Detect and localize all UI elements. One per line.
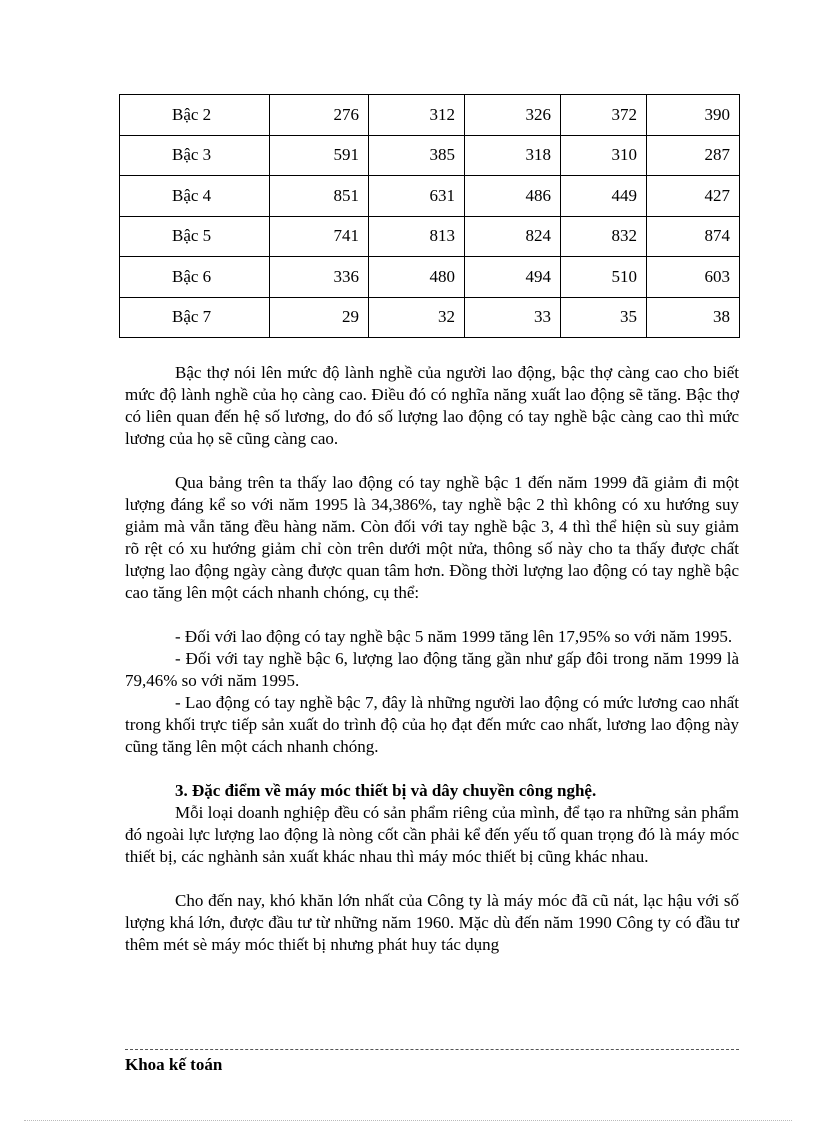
bullet-grade-5: - Đối với lao động có tay nghề bậc 5 năm 1999 tăng lên 17,95% so với năm 1995. — [175, 627, 733, 646]
table-row — [120, 176, 740, 217]
table-cell: 385 — [369, 135, 465, 176]
body-text — [125, 362, 739, 956]
section-heading: 3. Đặc điểm về máy móc thiết bị và dây chuyền công nghệ. — [175, 781, 597, 800]
page-edge-divider — [24, 1120, 792, 1121]
table-cell: 287 — [647, 135, 740, 176]
table-cell: 33 — [465, 297, 561, 338]
table-cell: 29 — [270, 297, 369, 338]
footer-divider — [125, 1049, 739, 1050]
table-row — [120, 297, 740, 338]
workforce-grade-table — [119, 94, 740, 338]
table-cell: 390 — [647, 95, 740, 136]
row-label: Bậc 6 — [120, 257, 270, 298]
table-cell: 276 — [270, 95, 369, 136]
table-cell: 851 — [270, 176, 369, 217]
table-row — [120, 216, 740, 257]
paragraph-table-analysis: Qua bảng trên ta thấy lao động có tay nghề bậc 1 đến năm 1999 đã giảm đi một lượng đáng kể so với năm 1995 là 34,386%, tay nghề bậc 2 thì không có xu hướng suy giảm mà vẫn tăng đều hàng năm. Còn đối với tay nghề bậc 3, 4 thì thể hiện sù suy giảm rõ rệt có xu hướng giảm chỉ còn trên dưới một nửa, thông số này cho ta thấy được chất lượng lao động ngày càng được quan tâm hơn. Đồng thời lượng lao động có tay nghề bậc cao tăng lên một cách nhanh chóng, cụ thể: — [125, 473, 739, 602]
table-cell: 741 — [270, 216, 369, 257]
table-cell: 449 — [561, 176, 647, 217]
table-cell: 480 — [369, 257, 465, 298]
table-row — [120, 95, 740, 136]
row-label: Bậc 3 — [120, 135, 270, 176]
row-label: Bậc 5 — [120, 216, 270, 257]
table-cell: 832 — [561, 216, 647, 257]
table-cell: 874 — [647, 216, 740, 257]
paragraph-difficulties: Cho đến nay, khó khăn lớn nhất của Công ty là máy móc đã cũ nát, lạc hậu với số lượng khá lớn, được đầu tư từ những năm 1960. Mặc dù đến năm 1990 Công ty có đầu tư thêm mét sè máy móc thiết bị nhưng phát huy tác dụng — [125, 891, 739, 954]
table-cell: 591 — [270, 135, 369, 176]
table-cell: 35 — [561, 297, 647, 338]
table-cell: 603 — [647, 257, 740, 298]
table-cell: 32 — [369, 297, 465, 338]
paragraph-machinery: Mỗi loại doanh nghiệp đều có sản phẩm riêng của mình, để tạo ra những sản phẩm đó ngoài lực lượng lao động là nòng cốt cần phải kể đến yếu tố quan trọng đó là máy móc thiết bị, các nghành sản xuất khác nhau thì máy móc thiết bị cũng khác nhau. — [125, 803, 739, 866]
table-cell: 38 — [647, 297, 740, 338]
table-cell: 510 — [561, 257, 647, 298]
table-row — [120, 257, 740, 298]
table-cell: 312 — [369, 95, 465, 136]
table-cell: 310 — [561, 135, 647, 176]
table-cell: 336 — [270, 257, 369, 298]
table-cell: 631 — [369, 176, 465, 217]
bullet-grade-7: - Lao động có tay nghề bậc 7, đây là những người lao động có mức lương cao nhất trong khối trực tiếp sản xuất do trình độ của họ đạt đến mức cao nhất, lương lao động này cũng tăng lên một cách nhanh chóng. — [125, 693, 739, 756]
row-label: Bậc 7 — [120, 297, 270, 338]
table-cell: 427 — [647, 176, 740, 217]
row-label: Bậc 4 — [120, 176, 270, 217]
table-cell: 326 — [465, 95, 561, 136]
row-label: Bậc 2 — [120, 95, 270, 136]
footer-department: Khoa kế toán — [125, 1055, 223, 1074]
table-cell: 318 — [465, 135, 561, 176]
table-cell: 824 — [465, 216, 561, 257]
table-cell: 813 — [369, 216, 465, 257]
table-cell: 372 — [561, 95, 647, 136]
table-row — [120, 135, 740, 176]
paragraph-skill-grade: Bậc thợ nói lên mức độ lành nghề của người lao động, bậc thợ càng cao cho biết mức độ lành nghề của họ càng cao. Điều đó có nghĩa năng xuất lao động sẽ tăng. Bậc thợ có liên quan đến hệ số lương, do đó số lượng lao động có tay nghề bậc càng cao thì mức lương của họ sẽ cũng càng cao. — [125, 363, 739, 448]
table-cell: 486 — [465, 176, 561, 217]
table-cell: 494 — [465, 257, 561, 298]
bullet-grade-6: - Đối với tay nghề bậc 6, lượng lao động tăng gần như gấp đôi trong năm 1999 là 79,46% so với năm 1995. — [125, 649, 739, 690]
